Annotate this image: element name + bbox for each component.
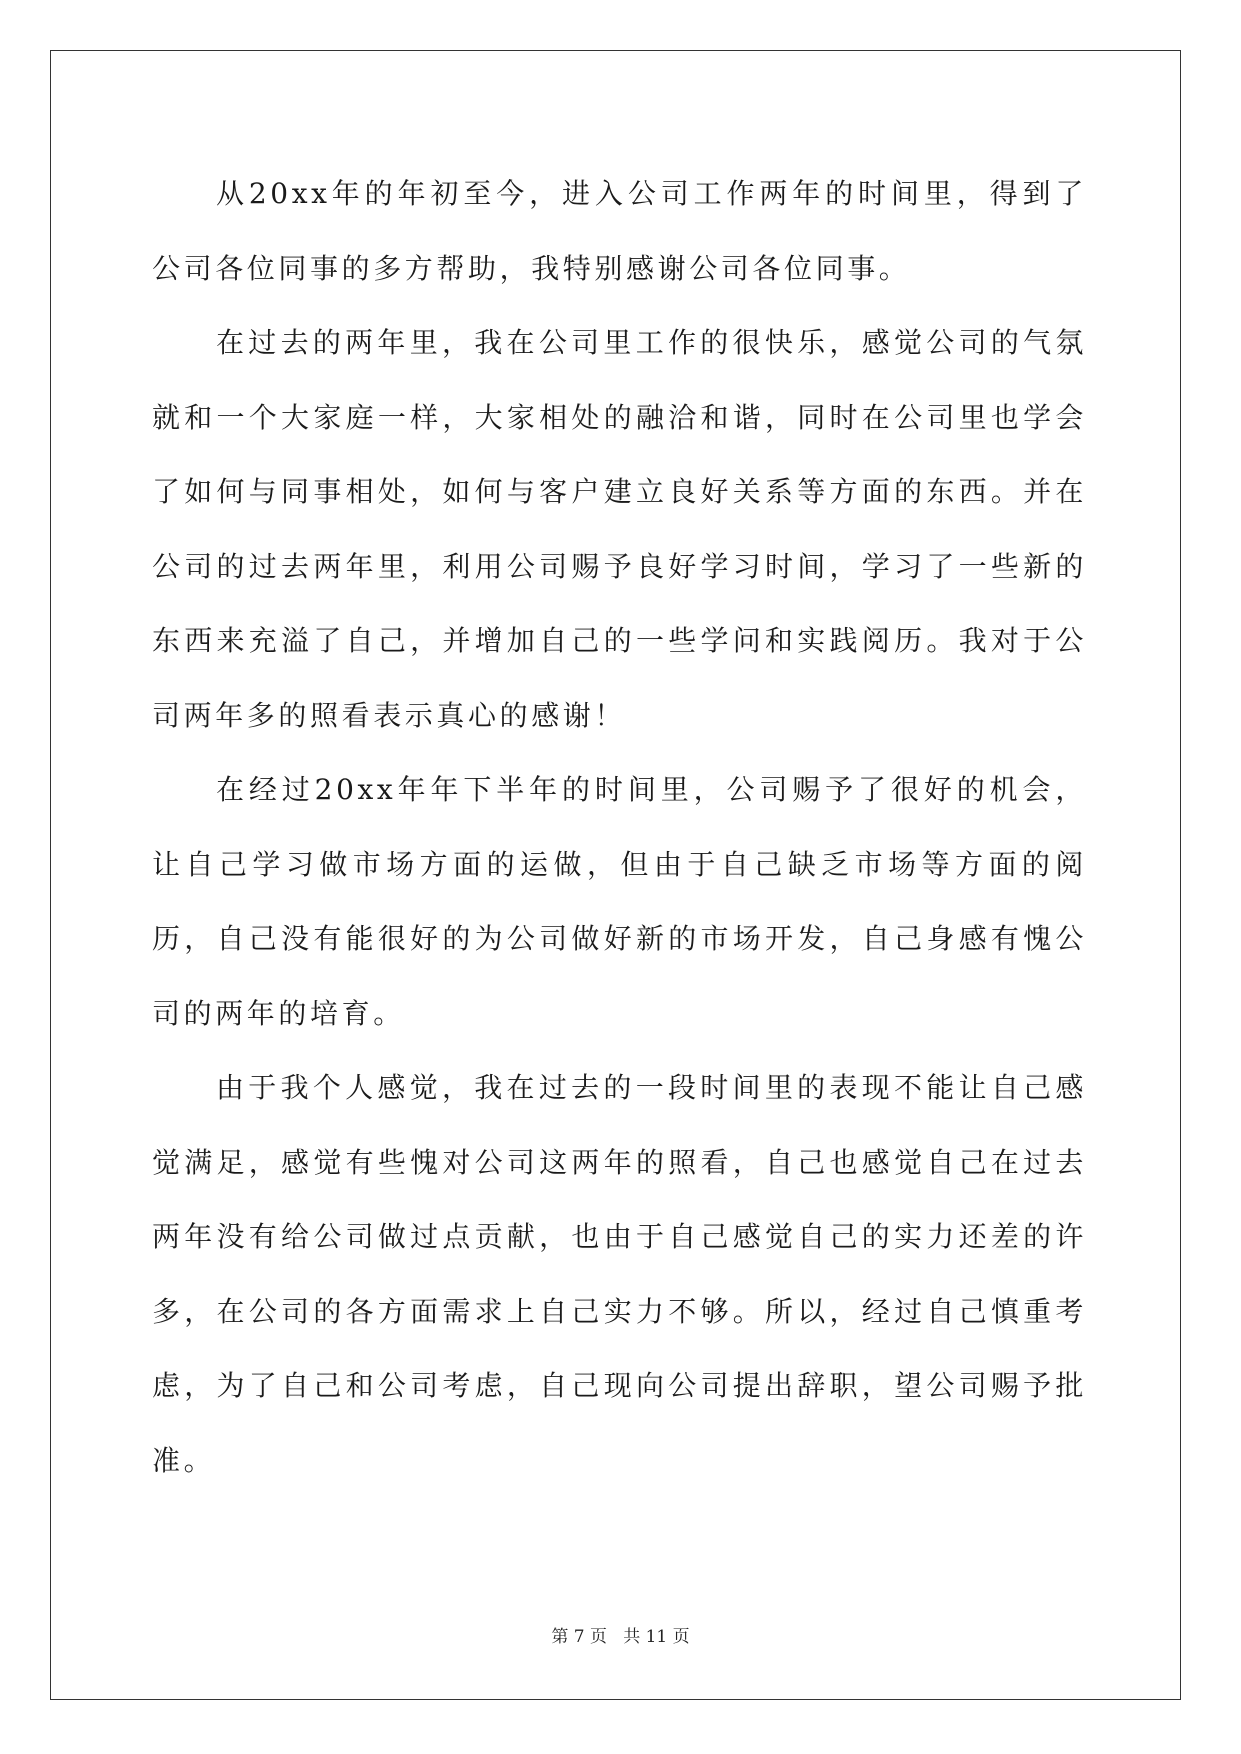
paragraph-1: 从20xx年的年初至今，进入公司工作两年的时间里，得到了公司各位同事的多方帮助，我特别感谢公司各位同事。	[152, 177, 1087, 285]
paragraph-3: 在经过20xx年年下半年的时间里，公司赐予了很好的机会，让自己学习做市场方面的运做，但由于自己缺乏市场等方面的阅历，自己没有能很好的为公司做好新的市场开发，自己身感有愧公司的两年的培育。	[152, 773, 1087, 1030]
document-body	[152, 157, 1087, 1498]
paragraph-4: 由于我个人感觉，我在过去的一段时间里的表现不能让自己感觉满足，感觉有些愧对公司这两年的照看，自己也感觉自己在过去两年没有给公司做过点贡献，也由于自己感觉自己的实力还差的许多，在公司的各方面需求上自己实力不够。所以，经过自己慎重考虑，为了自己和公司考虑，自己现向公司提出辞职，望公司赐予批准。	[152, 1071, 1087, 1477]
page-number-footer: 第 7 页 共 11 页	[551, 1627, 690, 1647]
paragraph-2: 在过去的两年里，我在公司里工作的很快乐，感觉公司的气氛就和一个大家庭一样，大家相处的融洽和谐，同时在公司里也学会了如何与同事相处，如何与客户建立良好关系等方面的东西。并在公司的过去两年里，利用公司赐予良好学习时间，学习了一些新的东西来充溢了自己，并增加自己的一些学问和实践阅历。我对于公司两年多的照看表示真心的感谢！	[152, 326, 1087, 732]
